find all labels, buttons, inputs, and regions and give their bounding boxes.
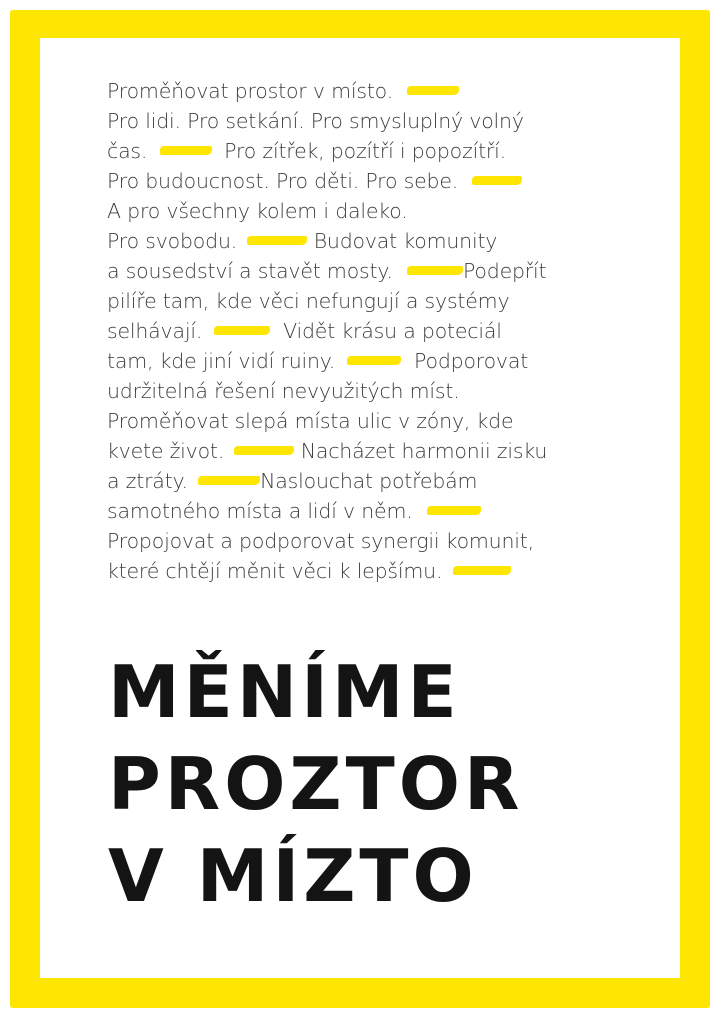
manifesto-line <box>107 286 647 316</box>
frame-left <box>10 10 40 1008</box>
manifesto-line <box>107 76 647 106</box>
manifesto-segment: A pro všechny kolem i daleko. <box>107 199 408 223</box>
highlight-mark <box>198 476 260 485</box>
manifesto-line <box>107 256 647 286</box>
manifesto-line <box>107 556 647 586</box>
manifesto-line <box>107 226 647 256</box>
manifesto-line <box>107 466 647 496</box>
manifesto-line <box>107 526 647 556</box>
manifesto-segment: Propojovat a podporovat synergii komunit, <box>107 529 534 553</box>
manifesto-segment: Pro lidi. Pro setkání. Pro smysluplný volný <box>107 109 524 133</box>
manifesto-segment: Vidět krásu a poteciál <box>270 319 502 343</box>
highlight-mark <box>427 506 481 515</box>
manifesto-segment: udržitelná řešení nevyužitých míst. <box>107 379 460 403</box>
frame-right <box>680 10 710 1008</box>
manifesto-segment: Pro svobodu. <box>107 229 244 253</box>
highlight-mark <box>234 446 294 455</box>
manifesto-segment: Podporovat <box>401 349 529 373</box>
frame-top <box>10 10 710 38</box>
headline-line-1: MĚNÍME <box>108 650 461 734</box>
manifesto-segment: které chtějí měnit věci k lepšímu. <box>107 559 449 583</box>
highlight-mark <box>407 86 459 95</box>
manifesto-segment: tam, kde jiní vidí ruiny. <box>107 349 342 373</box>
manifesto-line <box>107 406 647 436</box>
manifesto-segment: samotného místa a lidí v něm. <box>107 499 419 523</box>
manifesto-segment: Pro zítřek, pozítří i popozítří. <box>211 139 506 163</box>
manifesto-segment: čas. <box>107 139 154 163</box>
manifesto-segment: Proměňovat prostor v místo. <box>107 79 400 103</box>
manifesto-line <box>107 376 647 406</box>
manifesto-line <box>107 436 647 466</box>
manifesto-text <box>107 76 647 586</box>
headline-line-3: V MÍZTO <box>108 834 478 918</box>
manifesto-line <box>107 166 647 196</box>
frame-bottom <box>10 978 710 1008</box>
manifesto-segment: Podepřít <box>463 259 547 283</box>
manifesto-segment: Proměňovat slepá místa ulic v zóny, kde <box>107 409 514 433</box>
manifesto-line <box>107 346 647 376</box>
manifesto-segment: Pro budoucnost. Pro děti. Pro sebe. <box>107 169 465 193</box>
headline-line-2: PROZTOR <box>108 742 524 826</box>
highlight-mark <box>453 566 511 575</box>
manifesto-segment: pilíře tam, kde věci nefungují a systémy <box>107 289 510 313</box>
manifesto-line <box>107 196 647 226</box>
manifesto-segment: a ztráty. <box>107 469 195 493</box>
manifesto-line <box>107 136 647 166</box>
manifesto-segment: kvete život. <box>107 439 231 463</box>
manifesto-segment: selhávají. <box>107 319 209 343</box>
manifesto-segment: Budovat komunity <box>307 229 498 253</box>
manifesto-segment: Nacházet harmonii zisku <box>294 439 548 463</box>
poster-headline <box>108 646 668 922</box>
highlight-mark <box>160 146 212 155</box>
manifesto-segment: a sousedství a stavět mosty. <box>107 259 399 283</box>
highlight-mark <box>472 176 522 185</box>
manifesto-line <box>107 496 647 526</box>
highlight-mark <box>247 236 307 245</box>
highlight-mark <box>347 356 401 365</box>
manifesto-line <box>107 316 647 346</box>
manifesto-line <box>107 106 647 136</box>
manifesto-segment: Naslouchat potřebám <box>260 469 478 493</box>
highlight-mark <box>407 266 463 275</box>
highlight-mark <box>214 326 270 335</box>
